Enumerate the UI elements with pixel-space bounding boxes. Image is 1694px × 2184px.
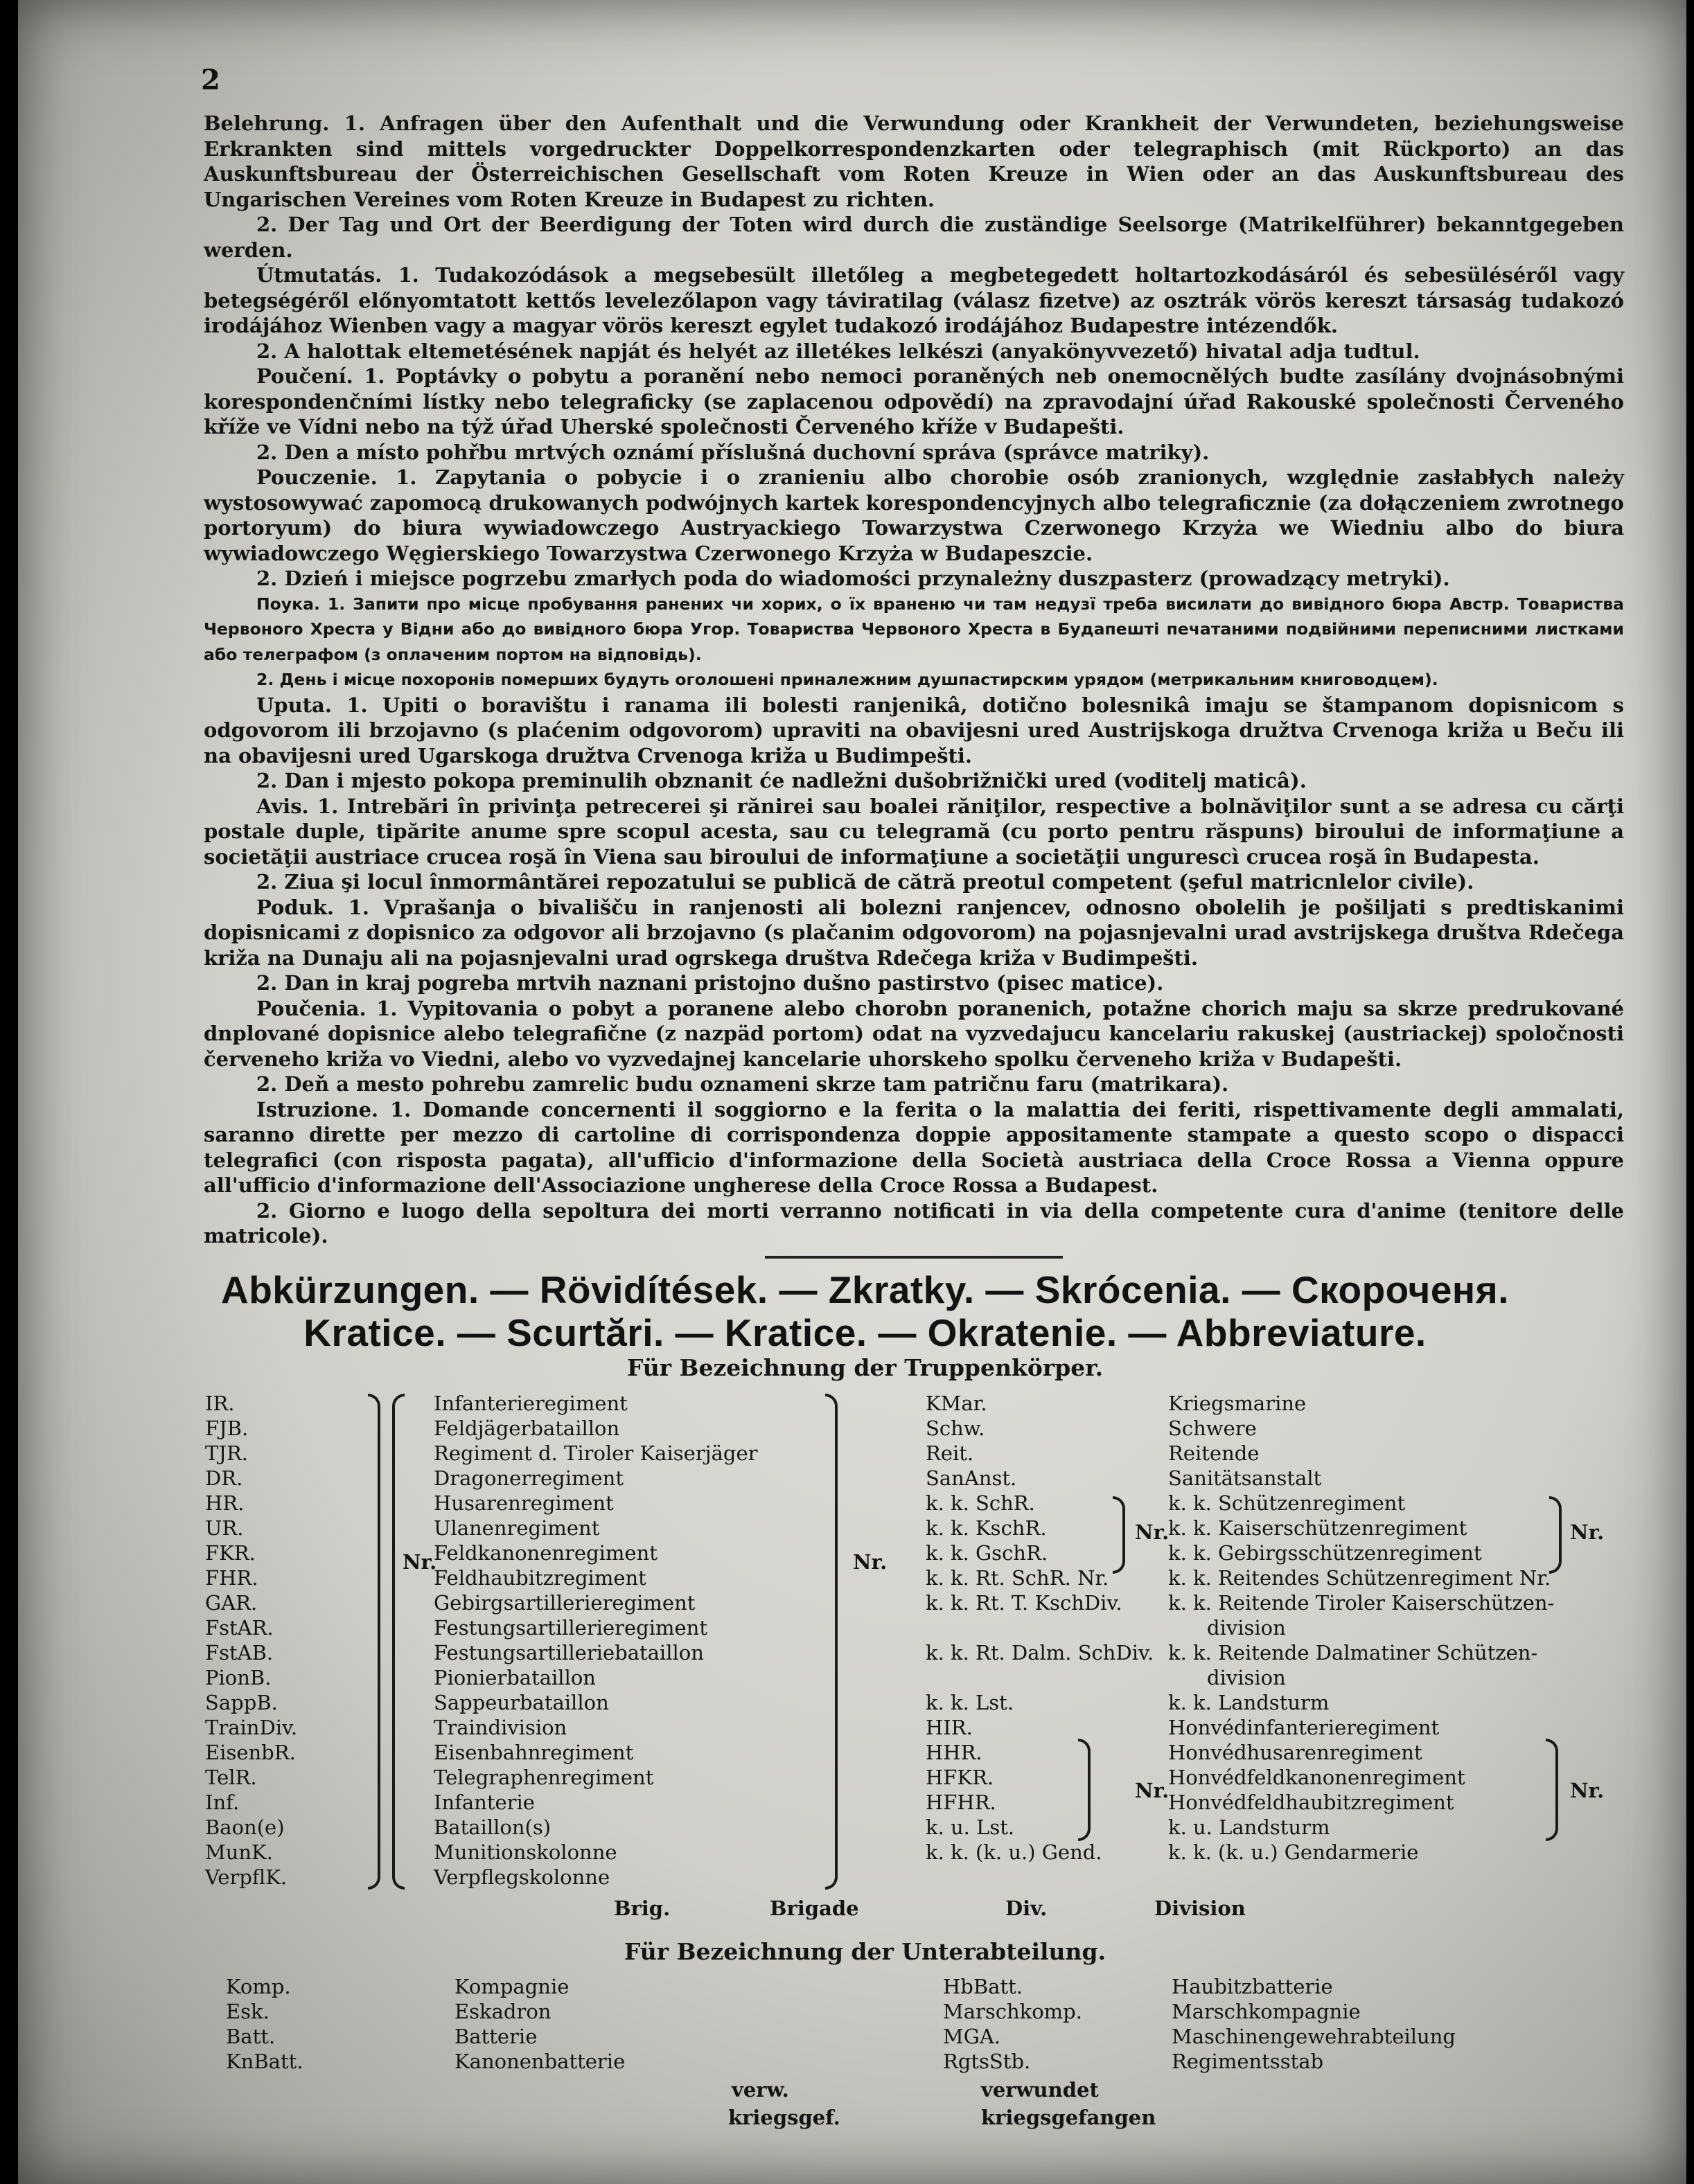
abbreviation-meaning: Ulanenregiment — [434, 1516, 600, 1540]
nr-label-right-2: Nr. — [1570, 1520, 1605, 1544]
abbreviation-meaning: Honvédhusarenregiment — [1168, 1741, 1422, 1764]
instruction-paragraph — [204, 339, 1624, 364]
abbreviation-meaning: Infanterie — [434, 1791, 535, 1814]
abbreviation — [926, 1665, 1154, 1690]
paragraph-text: 2. Ziua şi locul înmormântărei repozatului se publică de cătră preotul competent (şeful matricnlelor civile). — [256, 870, 1474, 894]
instruction-paragraph — [204, 1072, 1624, 1097]
abbreviation-meaning: Schwere — [1168, 1417, 1257, 1440]
instruction-paragraph — [204, 794, 1624, 870]
abbreviation-meaning: Regimentsstab — [1172, 2050, 1324, 2073]
instruction-paragraph — [204, 996, 1624, 1072]
right-abbr-column — [926, 1391, 1154, 1865]
paragraph-text: 1. Intrebări în privinţa petrecerei şi rănirei sau boalei răniţilor, respective a bolnăviţilor sunt a se adresa cu cărţi postale duple, tipărite anume spre scopul acesta, sau cu telegramă (cu porto pentru răspuns) biroului de informaţiune a societăţii austriace crucea roşă în Viena sau biroului de informaţiune a societăţii ungurescì crucea roşă în Budapesta. — [204, 794, 1624, 869]
abbreviation: PionB. — [205, 1666, 272, 1689]
abbreviation-meaning: Feldkanonenregiment — [434, 1541, 658, 1565]
abbreviation: VerpflK. — [205, 1865, 288, 1889]
paragraph-text: 1. Anfragen über den Aufenthalt und die Verwundung oder Krankheit der Verwundeten, beziehungsweise Erkrankten sind mittels vorgedruckter Doppelkorrespondenzkarten oder telegraphisch (mit Rückporto) an das Auskunftsbureau der Österreichischen Gesellschaft vom Roten Kreuze in Wien oder an das Auskunftsbureau des Ungarischen Vereines vom Roten Kreuze in Budapest zu richten. — [204, 112, 1624, 211]
nr-label-left: Nr. — [403, 1550, 437, 1574]
abbreviation: SanAnst. — [926, 1466, 1017, 1490]
section-subunits-heading: Für Bezeichnung der Unterabteilung. — [624, 1938, 1106, 1965]
nr-label-right-3: Nr. — [1135, 1779, 1170, 1802]
abbreviation-meaning: Gebirgsartillerieregiment — [434, 1591, 696, 1615]
left-brace-1 — [368, 1394, 380, 1890]
abbreviation: k. k. KschR. — [926, 1516, 1047, 1540]
sub-right-full-column — [1172, 1974, 1456, 2074]
instruction-paragraph — [204, 465, 1624, 566]
abbreviation-meaning: Telegraphenregiment — [434, 1766, 654, 1789]
paragraph-text: 1. Vprašanja o bivališču in ranjenosti ali bolezni ranjencev, odnosno obolelih je pošiljati s predtiskanimi dopisnicami z dopisnico za odgovor ali brzojavno (s plačanim odgovorom) na pojasnjevalni urad avstrijskega društva Rdečega križa na Dunaju ali na pojasnjevalni urad ogrskega društva Rdečega križa v Budimpešti. — [204, 895, 1624, 970]
left-full-column — [434, 1391, 758, 1890]
abbreviation: Batt. — [226, 2025, 276, 2048]
right-full-column — [1168, 1391, 1554, 1865]
brigade-full: Brigade — [770, 1897, 859, 1920]
instruction-paragraph — [204, 364, 1624, 440]
abbreviation-meaning: Munitionskolonne — [434, 1840, 617, 1864]
abbreviation: RgtsStb. — [943, 2050, 1031, 2073]
instruction-paragraph — [204, 1198, 1624, 1249]
abbreviation-meaning: Verpflegskolonne — [434, 1865, 610, 1889]
paragraph-language-lead: Avis. — [256, 794, 309, 818]
abbreviation-meaning: division — [1207, 1666, 1286, 1689]
abbreviation-meaning: k. k. Kaiserschützenregiment — [1168, 1516, 1467, 1540]
abbreviation-meaning: Reitende — [1168, 1441, 1260, 1465]
division-full: Division — [1154, 1897, 1246, 1920]
abbreviation: HbBatt. — [943, 1975, 1023, 1998]
sub-left-abbr-column — [226, 1974, 303, 2074]
abbreviation-meaning: k. k. Gebirgsschützenregiment — [1168, 1541, 1482, 1565]
paragraph-language-lead: Istruzione. — [256, 1097, 379, 1121]
paragraph-text: 2. День і місце похоронів померших будуть оголошені приналежним душпастирским урядом (метрикальним книговодцем). — [256, 670, 1438, 689]
abbreviations-title-line2: Kratice. — Scurtări. — Kratice. — Okratenie. — Abbreviature. — [303, 1311, 1427, 1354]
nr-label-right-4: Nr. — [1570, 1779, 1605, 1802]
abbreviation: KnBatt. — [226, 2050, 303, 2073]
paragraph-text: 2. Dan i mjesto pokopa preminulih obznanit će nadležni dušobrižnički ured (voditelj maticâ). — [256, 769, 1307, 792]
abbreviation-meaning: Kompagnie — [455, 1975, 570, 1998]
paragraph-text: 2. A halottak eltemetésének napját és helyét az illetékes lelkészi (anyakönyvvezető) hivatal adja tudtul. — [256, 339, 1420, 363]
abbreviation-meaning: Kriegsmarine — [1168, 1392, 1307, 1415]
abbreviation-meaning: division — [1207, 1616, 1286, 1640]
abbreviation: UR. — [205, 1516, 244, 1540]
paragraph-language-lead: Pouczenie. — [256, 465, 378, 489]
abbreviation: Komp. — [226, 1975, 291, 1998]
brig-abbr: Brig. — [614, 1897, 671, 1920]
abbreviation-meaning: k. k. (k. u.) Gendarmerie — [1168, 1840, 1419, 1864]
abbreviation: IR. — [205, 1392, 235, 1415]
document-page — [18, 0, 1686, 2184]
abbreviation-meaning: Haubitzbatterie — [1172, 1975, 1333, 1998]
paragraph-language-lead: Poduk. — [256, 895, 334, 919]
instruction-paragraph — [204, 566, 1624, 592]
abbreviation: k. k. Rt. T. KschDiv. — [926, 1591, 1122, 1615]
paragraph-language-lead: Belehrung. — [204, 112, 330, 135]
instruction-paragraph — [204, 440, 1624, 465]
sub-left-full-column — [455, 1974, 625, 2074]
instruction-paragraph — [204, 895, 1624, 971]
abbreviation: HHR. — [926, 1741, 982, 1764]
abbreviation: TelR. — [205, 1766, 257, 1789]
paragraph-text: 1. Vypitovania o pobyt a poranene alebo chorobn poranenich, potažne chorich maju sa skrze predrukované dnplované dopisnice alebo telegrafične (z nazpäd portom) odat na vyzvedajucu kancelariu rakuskej (austriackej) spoločnosti červeneho križa vo Viedni, alebo vo vyzvedajnej kancelarie uhorskeho spolku červeneho križa v Budapešti. — [204, 996, 1624, 1071]
abbreviation: FKR. — [205, 1541, 256, 1565]
abbreviation: Inf. — [205, 1791, 240, 1814]
instruction-paragraph — [204, 111, 1624, 212]
instruction-paragraph — [204, 212, 1624, 263]
paragraph-text: 2. Der Tag und Ort der Beerdigung der Toten wird durch die zuständige Seelsorge (Matrikelführer) bekanntgegeben werden. — [204, 213, 1624, 262]
abbreviation: k. k. (k. u.) Gend. — [926, 1840, 1102, 1864]
kriegsgef-abbr: kriegsgef. — [728, 2106, 840, 2129]
separator-rule — [765, 1256, 1063, 1259]
instruction-paragraph — [204, 667, 1624, 693]
abbreviation-meaning: Pionierbataillon — [434, 1666, 596, 1689]
abbreviation: Baon(e) — [205, 1815, 285, 1839]
abbreviation: FHR. — [205, 1566, 258, 1590]
right-brace-1 — [1113, 1496, 1125, 1574]
abbreviation-meaning: Traindivision — [434, 1716, 567, 1739]
abbreviation: KMar. — [926, 1392, 987, 1415]
abbreviation: SappB. — [205, 1691, 278, 1714]
mid-brace — [825, 1394, 838, 1890]
abbreviation-meaning: Marschkompagnie — [1172, 2000, 1361, 2023]
paragraph-text: 1. Upiti o boravištu i ranama ili bolesti ranjenikâ, dotično bolesnikâ imaju se štampanom dopisnicom s odgovorom ili brzojavno (s plaćenim odgovorom) upraviti na obavijesni ured Austrijskoga družtva Crvenoga križa u Beču ili na obavijesni ured Ugarskoga družtva Crvenoga križa u Budimpešti. — [204, 693, 1624, 767]
page-number: 2 — [201, 64, 220, 96]
abbreviation: MunK. — [205, 1840, 273, 1864]
abbreviation-meaning: Regiment d. Tiroler Kaiserjäger — [434, 1441, 758, 1465]
abbreviation: FstAB. — [205, 1641, 274, 1664]
abbreviation-meaning: Festungsartilleriebataillon — [434, 1641, 704, 1664]
instructions-body — [204, 111, 1624, 1259]
paragraph-language-lead: Útmutatás. — [256, 263, 382, 287]
abbreviation-meaning: Maschinengewehrabteilung — [1172, 2025, 1456, 2048]
abbreviation: k. k. SchR. — [926, 1491, 1035, 1515]
abbreviation: k. k. Rt. Dalm. SchDiv. — [926, 1641, 1154, 1664]
abbreviations-title-line1: Abkürzungen. — Rövidítések. — Zkratky. — Skrócenia. — Скороченя. — [220, 1268, 1510, 1311]
paragraph-text: 2. Dan in kraj pogreba mrtvih naznani pristojno dušno pastirstvo (pisec matice). — [256, 971, 1164, 995]
paragraph-text: 1. Domande concernenti il soggiorno e la ferita o la malattia dei feriti, rispettivamente degli ammalati, saranno dirette per mezzo di cartoline di corrispondenza doppie appositamente stampate a questo scopo o dispacci telegrafici (con risposta pagata), all'ufficio d'informazione della Società austriaca della Croce Rossa a Vienna oppure all'ufficio d'informazione dell'Associazione ungherese della Croce Rossa a Budapest. — [204, 1097, 1624, 1197]
sub-right-abbr-column — [943, 1974, 1082, 2074]
abbreviation: HFHR. — [926, 1791, 996, 1814]
abbreviation: Marschkomp. — [943, 2000, 1082, 2023]
abbreviation: GAR. — [205, 1591, 258, 1615]
abbreviation: FJB. — [205, 1417, 249, 1440]
right-brace-4 — [1546, 1739, 1558, 1841]
instruction-paragraph — [204, 693, 1624, 769]
abbreviation-meaning: Dragonerregiment — [434, 1466, 624, 1490]
abbreviation: FstAR. — [205, 1616, 274, 1640]
div-abbr: Div. — [1005, 1897, 1048, 1920]
nr-label-mid: Nr. — [853, 1550, 888, 1574]
abbreviation-meaning: Honvédfeldkanonenregiment — [1168, 1766, 1465, 1789]
instruction-paragraph — [204, 970, 1624, 996]
abbreviation-meaning: Infanterieregiment — [434, 1392, 628, 1415]
paragraph-text: 1. Poptávky o pobytu a poranění nebo nemoci poraněných neb onemocnělých budte zasílány dvojnásobnými korespondenčními lístky nebo telegraficky (se zaplacenou odpovědí) na zpravodajní úřad Rakouské společnosti Červeného kříže ve Vídni nebo na týž úřad Uherské společnosti Červeného kříže v Budapešti. — [204, 364, 1624, 438]
abbreviation: MGA. — [943, 2025, 1001, 2048]
abbreviation-meaning: Feldhaubitzregiment — [434, 1566, 646, 1590]
abbreviation: k. k. Rt. SchR. Nr. — [926, 1566, 1109, 1590]
abbreviation: TJR. — [205, 1441, 249, 1465]
abbreviation-meaning: k. k. Reitendes Schützenregiment Nr. — [1168, 1566, 1551, 1590]
abbreviation-meaning: Feldjägerbataillon — [434, 1417, 620, 1440]
abbreviation-meaning: k. u. Landsturm — [1168, 1815, 1330, 1839]
paragraph-text: 2. Giorno e luogo della sepoltura dei morti verranno notificati in via della competente cura d'anime (tenitore delle matricole). — [204, 1198, 1624, 1248]
abbreviation-meaning: k. k. Reitende Tiroler Kaiserschützen- — [1168, 1591, 1555, 1615]
paragraph-text: 2. Dzień i miejsce pogrzebu zmarłych poda do wiadomości przynależny duszpasterz (prowadzący metryki). — [256, 567, 1450, 590]
abbreviation-meaning: Bataillon(s) — [434, 1815, 552, 1839]
abbreviation: k. u. Lst. — [926, 1815, 1015, 1839]
abbreviation: k. k. GschR. — [926, 1541, 1048, 1565]
abbreviation: k. k. Lst. — [926, 1691, 1014, 1714]
abbreviation-meaning: Honvédinfanterieregiment — [1168, 1716, 1440, 1739]
abbreviation-meaning: Batterie — [455, 2025, 538, 2048]
instruction-paragraph — [204, 1097, 1624, 1198]
instruction-paragraph — [204, 592, 1624, 668]
abbreviation-meaning: Honvédfeldhaubitzregiment — [1168, 1791, 1454, 1814]
paragraph-text: 1. Zapytania o pobycie i o zranieniu albo chorobie osób zranionych, względnie zasłabłych należy wystosowywać zapomocą drukowanych podwójnych kartek korespondencyjnych albo telegraficznie (za dołączeniem zwrotnego portoryum) do biura wywiadowczego Austryackiego Towarzystwa Czerwonego Krzyża we Wiedniu albo do biura wywiadowczego Węgierskiego Towarzystwa Czerwonego Krzyża w Budapeszcie. — [204, 465, 1624, 565]
abbreviation: HIR. — [926, 1716, 973, 1739]
abbreviation-meaning: k. k. Reitende Dalmatiner Schützen- — [1168, 1641, 1538, 1664]
abbreviation-meaning: Sanitätsanstalt — [1168, 1466, 1322, 1490]
abbreviation: Reit. — [926, 1441, 974, 1465]
right-brace-3 — [1078, 1739, 1091, 1841]
abbreviation: HR. — [205, 1491, 245, 1515]
abbreviation: TrainDiv. — [205, 1716, 298, 1739]
verw-abbr: verw. — [732, 2078, 789, 2102]
abbreviation-meaning: Eskadron — [455, 2000, 552, 2023]
abbreviation-meaning: k. k. Landsturm — [1168, 1691, 1330, 1714]
abbreviation: Schw. — [926, 1417, 985, 1440]
paragraph-language-lead: Poučenia. — [256, 996, 367, 1020]
abbreviation-meaning: Sappeurbataillon — [434, 1691, 609, 1714]
abbreviation-meaning: Festungsartillerieregiment — [434, 1616, 707, 1640]
paragraph-text: 2. Deň a mesto pohrebu zamrelic budu oznameni skrze tam patričnu faru (matrikara). — [256, 1072, 1229, 1096]
paragraph-text: 2. Den a místo pohřbu mrtvých oznámí příslušná duchovní správa (správce matriky). — [256, 440, 1210, 464]
abbreviation-meaning: k. k. Schützenregiment — [1168, 1491, 1406, 1515]
section-troop-units-heading: Für Bezeichnung der Truppenkörper. — [626, 1354, 1104, 1381]
paragraph-language-lead: Poučení. — [256, 364, 353, 388]
abbreviation: HFKR. — [926, 1766, 994, 1789]
verwundet-full: verwundet — [981, 2078, 1099, 2102]
abbreviation-meaning: Eisenbahnregiment — [434, 1741, 634, 1764]
abbreviation: Esk. — [226, 2000, 270, 2023]
right-brace-2 — [1549, 1496, 1562, 1574]
instruction-paragraph — [204, 869, 1624, 895]
paragraph-text: 1. Tudakozódások a megsebesült illetőleg a megbetegedett holtartozkodásáról és sebesüléséről vagy betegségéről előnyomtatott kettős levelezőlapon vagy táviratilag (válasz fizetve) az osztrák vörös kereszt társaság tudakozó irodájához Wienben vagy a magyar vörös kereszt egylet tudakozó irodájához Budapestre intézendők. — [204, 263, 1624, 337]
paragraph-text: 1. Запити про місце пробування ранених чи хорих, о їх враненю чи там недузї треба висилати до вивідного бюра Австр. Товариства Червоного Хреста у Відни або до вивідного бюра Угор. Товариства Червоного Хреста в Будапешті печатаними подвійними переписними листками або телеграфом (з оплаченим портом на відповідь). — [204, 594, 1624, 664]
abbreviation-meaning: Husarenregiment — [434, 1491, 614, 1515]
left-abbr-column — [205, 1391, 297, 1890]
abbreviation-meaning: Kanonenbatterie — [455, 2050, 626, 2073]
paragraph-language-lead: Uputa. — [256, 693, 332, 717]
instruction-paragraph — [204, 263, 1624, 339]
instruction-paragraph — [204, 768, 1624, 794]
nr-label-right-1: Nr. — [1135, 1520, 1170, 1544]
paragraph-language-lead: Поука. — [256, 594, 320, 614]
abbreviation: DR. — [205, 1466, 243, 1490]
abbreviation: EisenbR. — [205, 1741, 296, 1764]
kriegsgefangen-full: kriegsgefangen — [981, 2106, 1156, 2129]
left-brace-2 — [392, 1394, 405, 1890]
abbreviation — [926, 1615, 1154, 1640]
